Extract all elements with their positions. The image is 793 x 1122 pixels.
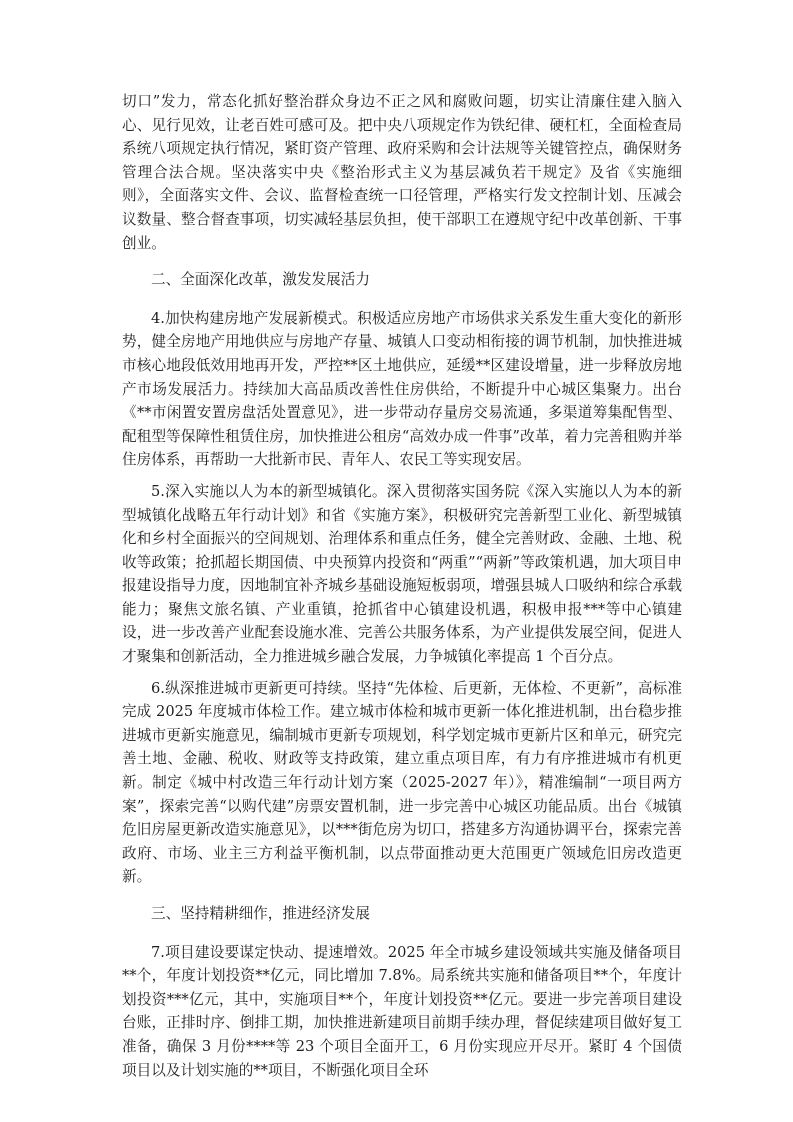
section-heading-economy: 三、坚持精耕细作，推进经济发展 [151, 905, 370, 922]
paragraph-urban-renewal: 6.纵深推进城市更新更可持续。坚持“先体检、后更新，无体检、不更新”，高标准完成 2025 年度城市体检工作。建立城市体检和城市更新一体化推进机制，出台稳步推进城市更新实施意见，编制城市更新专项规划，科学划定城市更新片区和单元，研究完善土地、金融、税收、财政等支持政策，建立重点项目库，有力有序推进城市有机更新。制定《城中村改造三年行动计划方案（2025-2027 年）》，精准编制“一项目两方案”，探索完善“以购代建”房票安置机制，进一步完善中心城区功能品质。出台《城镇危旧房屋更新改造实施意见》，以***街危房为切口，搭建多方沟通协调平台，探索完善政府、市场、业主三方利益平衡机制，以点带面推动更大范围更广领域危旧房改造更新。 [122, 679, 682, 886]
section-heading-reform: 二、全面深化改革，激发发展活力 [151, 271, 370, 289]
paragraph-project-construction: 7.项目建设要谋定快动、提速增效。2025 年全市城乡建设领域共实施及储备项目**个，年度计划投资**亿元，同比增加 7.8%。局系统共实施和储备项目**个，年度计划投资***亿元，其中，实施项目**个，年度计划投资**亿元。要进一步完善项目建设台账，正排时序、倒排工期，加快推进新建项目前期手续办理，督促续建项目做好复工准备，确保 3 月份****等 23 个项目全面开工，6 月份实现应开尽开。紧盯 4 个国债项目以及计划实施的**项目，不断强化项目全环 [122, 943, 682, 1079]
paragraph-real-estate: 4.加快构建房地产发展新模式。积极适应房地产市场供求关系发生重大变化的新形势，健全房地产用地供应与房地产存量、城镇人口变动相衔接的调节机制，加快推进城市核心地段低效用地再开发，严控**区土地供应，延缓**区建设增量，进一步释放房地产市场发展活力。持续加大高品质改善性住房供给，不断提升中心城区集聚力。出台《**市闲置安置房盘活处置意见》，进一步带动存量房交易流通，多渠道筹集配售型、配租型等保障性租赁住房，加快推进公租房“高效办成一件事”改革，着力完善租购并举住房体系，再帮助一大批新市民、青年人、农民工等实现安居。 [122, 309, 682, 469]
paragraph-urbanization: 5.深入实施以人为本的新型城镇化。深入贯彻落实国务院《深入实施以人为本的新型城镇化战略五年行动计划》和省《实施方案》，积极研究完善新型工业化、新型城镇化和乡村全面振兴的空间规划、治理体系和重点任务，健全完善财政、金融、土地、税收等政策；抢抓超长期国债、中央预算内投资和“两重”“两新”等政策机遇，加大项目申报建设指导力度，因地制宜补齐城乡基础设施短板弱项，增强县城人口吸纳和综合承载能力；聚焦文旅名镇、产业重镇，抢抓省中心镇建设机遇，积极申报***等中心镇建设，进一步改善产业配套设施水准、完善公共服务体系，为产业提供发展空间，促进人才聚集和创新活动，全力推进城乡融合发展，力争城镇化率提高 1 个百分点。 [122, 482, 682, 666]
document-body [122, 90, 682, 1082]
paragraph-party-discipline: 切口”发力，常态化抓好整治群众身边不正之风和腐败问题，切实让清廉住建入脑入心、见行见效，让老百姓可感可及。把中央八项规定作为铁纪律、硬杠杠，全面检查局系统八项规定执行情况，紧盯资产管理、政府采购和会计法规等关键管控点，确保财务管理合法合规。坚决落实中央《整治形式主义为基层减负若干规定》及省《实施细则》，全面落实文件、会议、监督检查统一口径管理，严格实行发文控制计划、压减会议数量、整合督查事项，切实减轻基层负担，使干部职工在遵规守纪中改革创新、干事创业。 [122, 93, 682, 252]
